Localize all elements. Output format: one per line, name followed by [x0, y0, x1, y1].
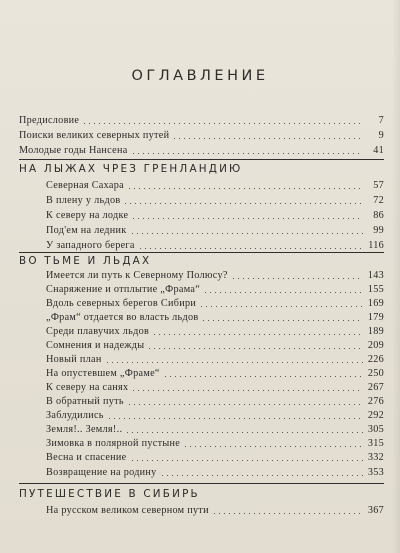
section-rule — [19, 252, 384, 253]
toc-entry — [46, 221, 384, 237]
toc-entry — [19, 111, 384, 127]
dot-leader — [212, 513, 363, 514]
dot-leader — [107, 418, 363, 419]
dot-leader — [131, 153, 363, 154]
toc-entry-page: 155 — [367, 284, 384, 295]
dot-leader — [130, 233, 363, 234]
section-title: ПУТЕШЕСТВИЕ В СИБИРЬ — [19, 488, 200, 500]
toc-entry-page: 209 — [367, 340, 384, 351]
dot-leader — [123, 203, 363, 204]
toc-entry-title: Молодые годы Нансена — [19, 145, 128, 156]
dot-leader — [131, 390, 363, 391]
toc-entry-title: Возвращение на родину — [46, 467, 157, 478]
toc-entry-page: 179 — [367, 312, 384, 323]
toc-entry-page: 143 — [367, 270, 384, 281]
toc-entry — [46, 206, 384, 222]
toc-entry-title: К северу на санях — [46, 382, 129, 393]
toc-entry-title: Под'ем на ледник — [46, 225, 127, 236]
dot-leader — [127, 404, 363, 405]
dot-leader — [201, 320, 363, 321]
toc-entry-page: 7 — [378, 115, 384, 126]
dot-leader — [82, 123, 363, 124]
dot-leader — [160, 475, 363, 476]
section-title: НА ЛЫЖАХ ЧРЕЗ ГРЕНЛАНДИЮ — [19, 163, 243, 175]
toc-entry-page: 332 — [367, 452, 384, 463]
dot-leader — [231, 278, 363, 279]
toc-entry-title: Северная Сахара — [46, 180, 124, 191]
toc-entry-page: 315 — [367, 438, 384, 449]
toc-entry-title: Сомнения и надежды — [46, 340, 145, 351]
toc-entry-title: В плену у льдов — [46, 195, 121, 206]
toc-entry-page: 250 — [367, 368, 384, 379]
toc-entry-page: 99 — [373, 225, 384, 236]
toc-entry-page: 367 — [367, 505, 384, 516]
toc-entry — [19, 141, 384, 157]
section-rule — [19, 159, 384, 160]
toc-entry-title: Весна и спасение — [46, 452, 127, 463]
toc-entry — [46, 236, 384, 252]
toc-entry-page: 189 — [367, 326, 384, 337]
toc-entry — [46, 448, 384, 464]
toc-entry-title: „Фрам“ отдается во власть льдов — [46, 312, 199, 323]
toc-entry-page: 353 — [367, 467, 384, 478]
toc-entry-page: 169 — [367, 298, 384, 309]
toc-entry — [46, 191, 384, 207]
toc-entry-page: 72 — [373, 195, 384, 206]
dot-leader — [199, 306, 363, 307]
dot-leader — [130, 460, 363, 461]
dot-leader — [138, 248, 363, 249]
toc-entry-title: Земля!.. Земля!.. — [46, 424, 123, 435]
toc-entry-title: У западного берега — [46, 240, 135, 251]
dot-leader — [147, 348, 363, 349]
page-title: ОГЛАВЛЕНИЕ — [131, 68, 269, 84]
toc-entry-title: Снаряжение и отплытие „Фрама“ — [46, 284, 201, 295]
toc-entry-page: 267 — [367, 382, 384, 393]
toc-entry — [46, 463, 384, 479]
toc-entry-page: 41 — [373, 145, 384, 156]
toc-entry-title: На опустевшем „Фраме“ — [46, 368, 160, 379]
dot-leader — [131, 218, 363, 219]
dot-leader — [163, 376, 363, 377]
dot-leader — [203, 292, 363, 293]
dot-leader — [125, 432, 363, 433]
dot-leader — [105, 362, 363, 363]
toc-entry-page: 57 — [373, 180, 384, 191]
toc-entry-title: На русском великом северном пути — [46, 505, 209, 516]
toc-entry-page: 86 — [373, 210, 384, 221]
toc-entry — [19, 126, 384, 142]
toc-entry — [46, 501, 384, 517]
toc-entry-title: Зимовка в полярной пустыне — [46, 438, 181, 449]
dot-leader — [152, 334, 363, 335]
toc-entry-page: 116 — [368, 240, 384, 251]
toc-entry-page: 276 — [367, 396, 384, 407]
toc-entry — [46, 176, 384, 192]
dot-leader — [183, 446, 363, 447]
toc-entry-title: Вдоль северных берегов Сибири — [46, 298, 197, 309]
toc-entry-title: Предисловие — [19, 115, 80, 126]
toc-entry-title: Среди плавучих льдов — [46, 326, 150, 337]
toc-entry-title: Заблудились — [46, 410, 104, 421]
toc-entry-title: Новый план — [46, 354, 102, 365]
toc-entry-title: Поиски великих северных путей — [19, 130, 170, 141]
toc-entry-page: 9 — [378, 130, 384, 141]
dot-leader — [127, 188, 363, 189]
toc-entry-page: 305 — [367, 424, 384, 435]
toc-entry-title: В обратный путь — [46, 396, 124, 407]
section-rule — [19, 483, 384, 484]
toc-entry-page: 292 — [367, 410, 384, 421]
dot-leader — [172, 138, 363, 139]
toc-entry-page: 226 — [367, 354, 384, 365]
toc-entry-title: Имеется ли путь к Северному Полюсу? — [46, 270, 228, 281]
section-title: ВО ТЬМЕ И ЛЬДАХ — [19, 255, 152, 267]
toc-entry-title: К северу на лодке — [46, 210, 129, 221]
page-edge-shadow — [392, 0, 400, 553]
